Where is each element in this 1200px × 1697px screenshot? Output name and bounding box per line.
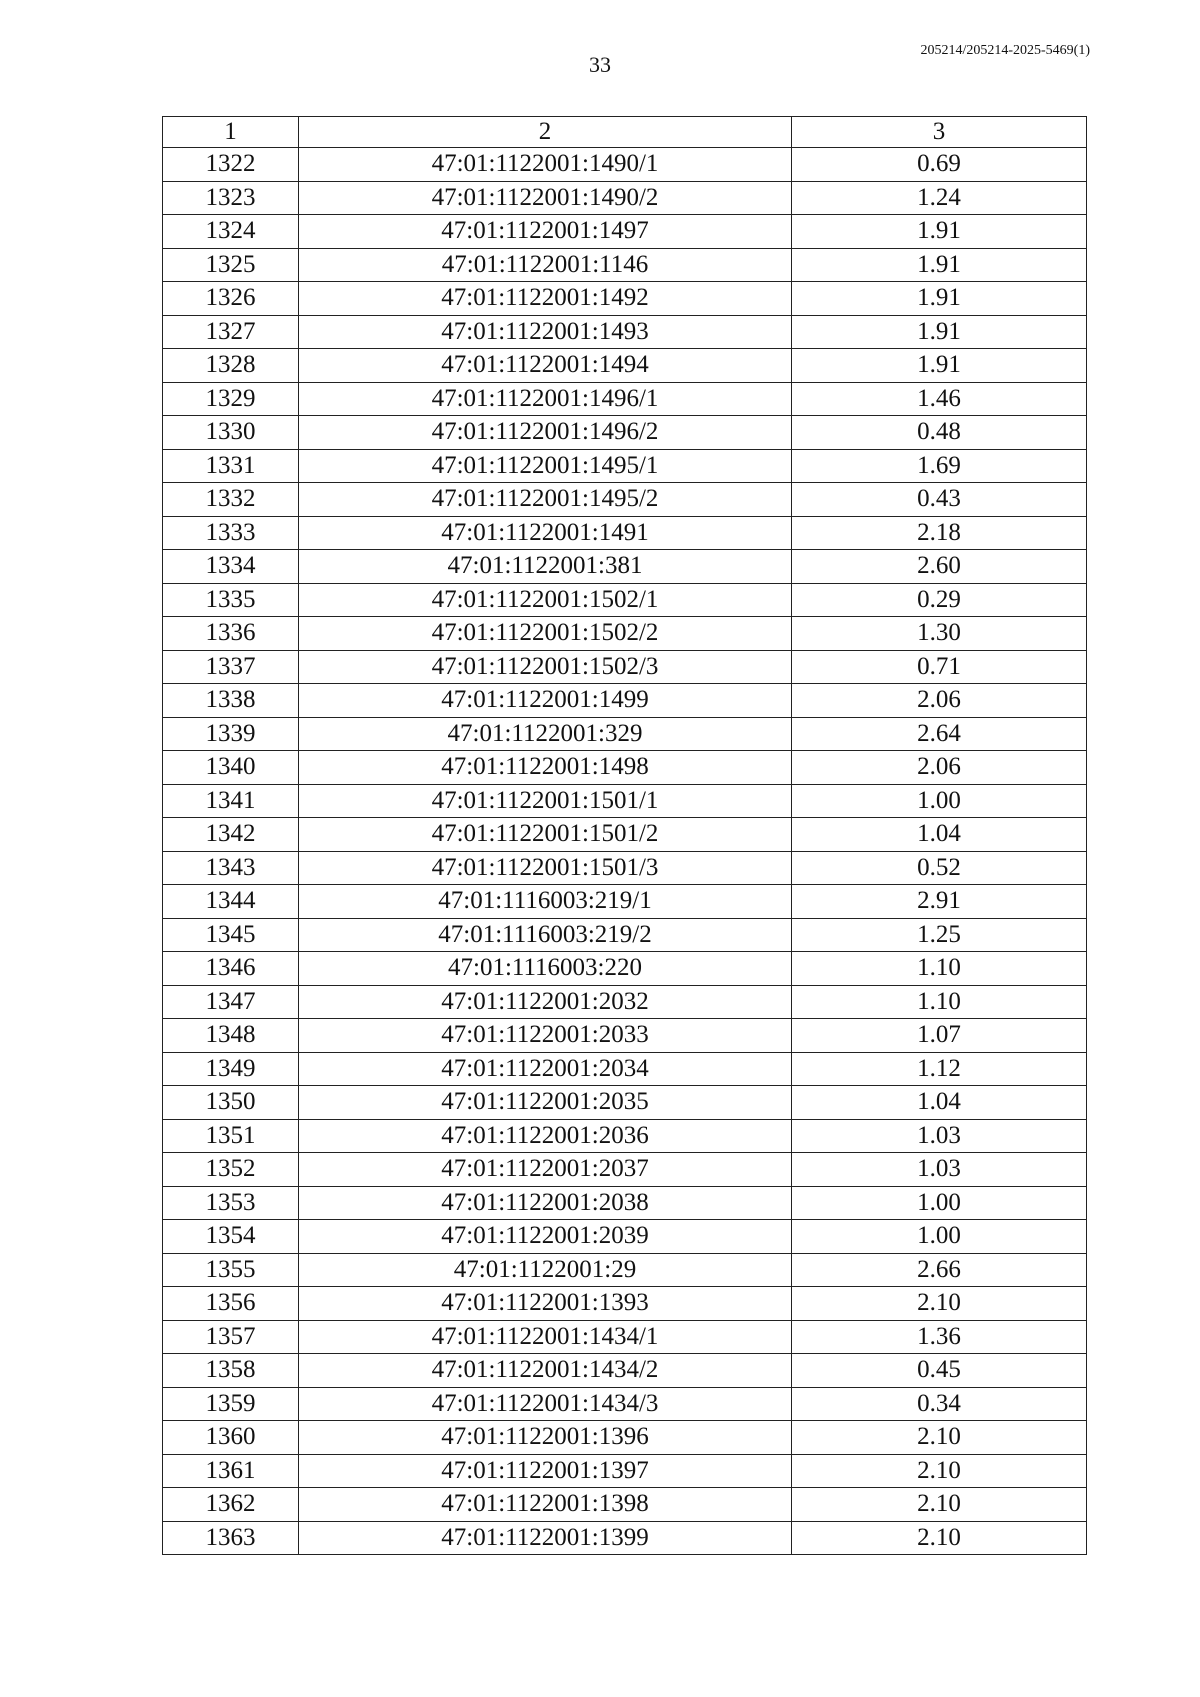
cadastral-number-cell: 47:01:1122001:1490/2 [299,181,792,215]
cadastral-number-cell: 47:01:1122001:1502/1 [299,583,792,617]
row-number-cell: 1351 [163,1119,299,1153]
value-cell: 0.69 [792,148,1087,182]
document-code: 205214/205214-2025-5469(1) [920,43,1090,58]
table-row [163,1019,1087,1053]
table-row [163,1186,1087,1220]
value-cell: 1.30 [792,617,1087,651]
value-cell: 2.06 [792,684,1087,718]
cadastral-number-cell: 47:01:1122001:2039 [299,1220,792,1254]
row-number-cell: 1354 [163,1220,299,1254]
table-row [163,1153,1087,1187]
cadastral-number-cell: 47:01:1122001:1393 [299,1287,792,1321]
value-cell: 1.25 [792,918,1087,952]
row-number-cell: 1332 [163,483,299,517]
table-row [163,851,1087,885]
table-row [163,550,1087,584]
row-number-cell: 1327 [163,315,299,349]
value-cell: 1.91 [792,248,1087,282]
column-header-number: 1 [163,117,299,148]
cadastral-number-cell: 47:01:1122001:1495/2 [299,483,792,517]
table-row [163,215,1087,249]
cadastral-number-cell: 47:01:1122001:1502/3 [299,650,792,684]
table-row [163,1220,1087,1254]
table-row [163,952,1087,986]
row-number-cell: 1323 [163,181,299,215]
row-number-cell: 1345 [163,918,299,952]
table-row [163,382,1087,416]
table-row [163,717,1087,751]
table-row [163,1387,1087,1421]
cadastral-number-cell: 47:01:1122001:29 [299,1253,792,1287]
row-number-cell: 1348 [163,1019,299,1053]
cadastral-number-cell: 47:01:1122001:1499 [299,684,792,718]
cadastral-number-cell: 47:01:1122001:2033 [299,1019,792,1053]
table-row [163,449,1087,483]
cadastral-number-cell: 47:01:1122001:2032 [299,985,792,1019]
value-cell: 1.91 [792,282,1087,316]
value-cell: 2.10 [792,1454,1087,1488]
value-cell: 1.10 [792,952,1087,986]
row-number-cell: 1336 [163,617,299,651]
value-cell: 1.91 [792,215,1087,249]
row-number-cell: 1329 [163,382,299,416]
value-cell: 1.04 [792,1086,1087,1120]
column-header-value: 3 [792,117,1087,148]
table-row [163,1454,1087,1488]
row-number-cell: 1338 [163,684,299,718]
cadastral-number-cell: 47:01:1122001:1434/1 [299,1320,792,1354]
row-number-cell: 1347 [163,985,299,1019]
table-row [163,1253,1087,1287]
cadastral-number-cell: 47:01:1122001:381 [299,550,792,584]
row-number-cell: 1343 [163,851,299,885]
table-header-row [163,117,1087,148]
row-number-cell: 1349 [163,1052,299,1086]
cadastral-number-cell: 47:01:1122001:1501/2 [299,818,792,852]
cadastral-number-cell: 47:01:1122001:1502/2 [299,617,792,651]
row-number-cell: 1328 [163,349,299,383]
value-cell: 2.10 [792,1287,1087,1321]
table-row [163,684,1087,718]
cadastral-number-cell: 47:01:1122001:2035 [299,1086,792,1120]
row-number-cell: 1344 [163,885,299,919]
table-row [163,885,1087,919]
value-cell: 2.10 [792,1421,1087,1455]
table-row [163,617,1087,651]
cadastral-number-cell: 47:01:1122001:1492 [299,282,792,316]
table-row [163,315,1087,349]
value-cell: 1.36 [792,1320,1087,1354]
row-number-cell: 1358 [163,1354,299,1388]
value-cell: 0.71 [792,650,1087,684]
row-number-cell: 1359 [163,1387,299,1421]
row-number-cell: 1353 [163,1186,299,1220]
column-header-cadastral-number: 2 [299,117,792,148]
table-row [163,1421,1087,1455]
row-number-cell: 1352 [163,1153,299,1187]
row-number-cell: 1355 [163,1253,299,1287]
value-cell: 0.29 [792,583,1087,617]
table-row [163,918,1087,952]
table-row [163,1354,1087,1388]
row-number-cell: 1322 [163,148,299,182]
row-number-cell: 1340 [163,751,299,785]
cadastral-number-cell: 47:01:1122001:1501/1 [299,784,792,818]
row-number-cell: 1363 [163,1521,299,1555]
table-row [163,349,1087,383]
table-row [163,784,1087,818]
value-cell: 1.24 [792,181,1087,215]
page-number: 33 [589,52,611,77]
table-row [163,1521,1087,1555]
cadastral-number-cell: 47:01:1122001:1146 [299,248,792,282]
value-cell: 0.34 [792,1387,1087,1421]
cadastral-number-cell: 47:01:1122001:2037 [299,1153,792,1187]
value-cell: 2.60 [792,550,1087,584]
row-number-cell: 1335 [163,583,299,617]
row-number-cell: 1356 [163,1287,299,1321]
cadastral-number-cell: 47:01:1122001:1398 [299,1488,792,1522]
cadastral-number-cell: 47:01:1116003:219/2 [299,918,792,952]
row-number-cell: 1325 [163,248,299,282]
table-row [163,516,1087,550]
row-number-cell: 1337 [163,650,299,684]
row-number-cell: 1350 [163,1086,299,1120]
cadastral-number-cell: 47:01:1122001:1493 [299,315,792,349]
cadastral-number-cell: 47:01:1122001:1494 [299,349,792,383]
value-cell: 2.10 [792,1488,1087,1522]
row-number-cell: 1324 [163,215,299,249]
cadastral-number-cell: 47:01:1122001:2036 [299,1119,792,1153]
table-row [163,1320,1087,1354]
table-header [163,117,1087,148]
table-row [163,1052,1087,1086]
table-row [163,181,1087,215]
cadastral-number-cell: 47:01:1122001:1490/1 [299,148,792,182]
row-number-cell: 1330 [163,416,299,450]
table-row [163,583,1087,617]
value-cell: 2.18 [792,516,1087,550]
table-row [163,416,1087,450]
cadastral-number-cell: 47:01:1122001:1496/1 [299,382,792,416]
cadastral-number-cell: 47:01:1122001:1496/2 [299,416,792,450]
value-cell: 0.43 [792,483,1087,517]
cadastral-number-cell: 47:01:1122001:1434/3 [299,1387,792,1421]
value-cell: 1.00 [792,1186,1087,1220]
value-cell: 0.48 [792,416,1087,450]
table-row [163,1287,1087,1321]
cadastral-number-cell: 47:01:1122001:1434/2 [299,1354,792,1388]
cadastral-number-cell: 47:01:1122001:1399 [299,1521,792,1555]
value-cell: 1.00 [792,1220,1087,1254]
row-number-cell: 1342 [163,818,299,852]
value-cell: 2.66 [792,1253,1087,1287]
value-cell: 1.69 [792,449,1087,483]
table-body [163,148,1087,1555]
value-cell: 2.10 [792,1521,1087,1555]
cadastral-number-cell: 47:01:1116003:219/1 [299,885,792,919]
value-cell: 1.10 [792,985,1087,1019]
value-cell: 2.91 [792,885,1087,919]
value-cell: 1.07 [792,1019,1087,1053]
row-number-cell: 1331 [163,449,299,483]
table-row [163,483,1087,517]
row-number-cell: 1361 [163,1454,299,1488]
cadastral-number-cell: 47:01:1122001:1497 [299,215,792,249]
row-number-cell: 1334 [163,550,299,584]
value-cell: 1.03 [792,1119,1087,1153]
value-cell: 1.91 [792,349,1087,383]
table-row [163,1488,1087,1522]
table-row [163,818,1087,852]
value-cell: 1.91 [792,315,1087,349]
value-cell: 0.52 [792,851,1087,885]
table-row [163,650,1087,684]
row-number-cell: 1333 [163,516,299,550]
row-number-cell: 1341 [163,784,299,818]
cadastral-number-cell: 47:01:1122001:1501/3 [299,851,792,885]
row-number-cell: 1326 [163,282,299,316]
row-number-cell: 1346 [163,952,299,986]
cadastral-number-cell: 47:01:1122001:1495/1 [299,449,792,483]
value-cell: 1.04 [792,818,1087,852]
table-row [163,985,1087,1019]
table-row [163,1086,1087,1120]
table-row [163,248,1087,282]
cadastral-number-cell: 47:01:1122001:1396 [299,1421,792,1455]
parcel-table [162,116,1087,1555]
cadastral-number-cell: 47:01:1122001:329 [299,717,792,751]
cadastral-number-cell: 47:01:1122001:2038 [299,1186,792,1220]
row-number-cell: 1339 [163,717,299,751]
value-cell: 1.46 [792,382,1087,416]
value-cell: 1.12 [792,1052,1087,1086]
value-cell: 2.64 [792,717,1087,751]
value-cell: 1.03 [792,1153,1087,1187]
value-cell: 1.00 [792,784,1087,818]
cadastral-number-cell: 47:01:1116003:220 [299,952,792,986]
value-cell: 2.06 [792,751,1087,785]
value-cell: 0.45 [792,1354,1087,1388]
table-row [163,282,1087,316]
row-number-cell: 1362 [163,1488,299,1522]
table-row [163,148,1087,182]
table-row [163,1119,1087,1153]
cadastral-number-cell: 47:01:1122001:1491 [299,516,792,550]
cadastral-number-cell: 47:01:1122001:1498 [299,751,792,785]
cadastral-number-cell: 47:01:1122001:2034 [299,1052,792,1086]
row-number-cell: 1357 [163,1320,299,1354]
table-row [163,751,1087,785]
row-number-cell: 1360 [163,1421,299,1455]
cadastral-number-cell: 47:01:1122001:1397 [299,1454,792,1488]
